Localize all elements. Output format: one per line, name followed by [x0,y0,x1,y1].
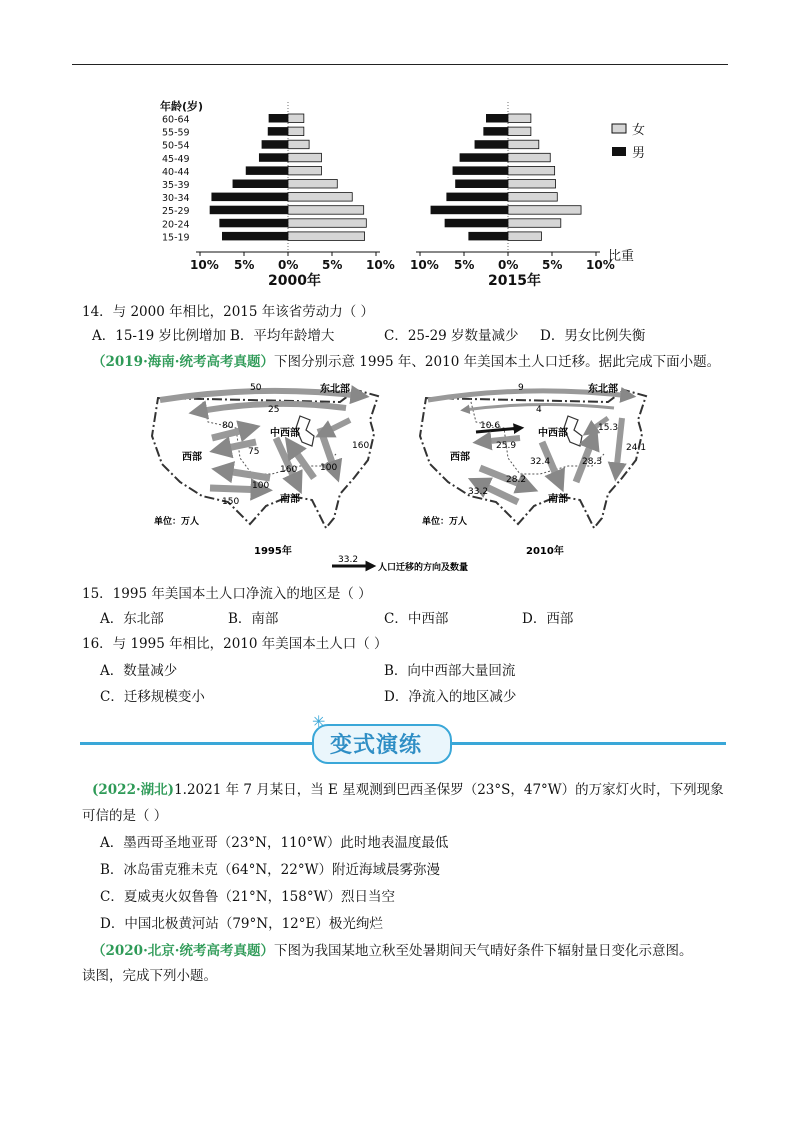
legend-female-swatch [612,124,626,133]
age-label-2: 50-54 [162,140,190,152]
map-2010-region-w: 西部 [450,452,470,463]
q15-stem: 15．1995 年美国本土人口净流入的地区是（ ） [82,586,372,602]
bar-1-male-1 [483,127,508,136]
map-2010-value-0: 9 [518,383,524,393]
q14-option-c[interactable]: C．25-29 岁数量减少 [384,328,519,344]
map-2010-value-8: 15.3 [598,423,619,433]
map-2010-value-4: 32.4 [530,457,551,467]
bar-0-female-2 [288,140,309,149]
age-label-8: 20-24 [162,219,190,231]
intro-2020-source: （2020·北京·统考高考真题） [92,943,274,959]
map-2010-region-mw: 中西部 [538,428,568,439]
age-label-6: 30-34 [162,193,190,205]
x-tick-label-0-0: 10% [190,258,219,272]
age-axis-title: 年龄(岁) [160,100,204,113]
q1-option-a[interactable]: A．墨西哥圣地亚哥（23°N，110°W）此时地表温度最低 [100,835,449,851]
bar-1-male-5 [455,180,508,189]
bar-1-female-8 [508,219,561,228]
q1-line1 [92,780,724,800]
map-2010-value-7: 28.3 [582,457,603,467]
q16-option-a[interactable]: A．数量减少 [100,663,178,679]
bar-0-female-4 [288,166,321,175]
bar-0-female-6 [288,193,352,202]
map-legend-label: 人口迁移的方向及数量 [378,563,469,573]
age-label-9: 15-19 [162,232,190,244]
map-1995-region-w: 西部 [182,452,202,463]
map-2010-value-9: 24.1 [626,443,647,453]
bar-0-female-5 [288,180,337,189]
q1-stem-line1: 1.2021 年 7 月某日，当 E 星观测到巴西圣保罗（23°S，47°W）的万家灯火时，下列现象 [174,782,724,798]
bar-1-male-8 [445,219,508,228]
bar-0-male-5 [233,180,288,189]
header-rule [72,64,728,65]
bar-1-female-3 [508,153,550,162]
bar-1-male-6 [446,193,508,202]
bar-0-male-9 [222,232,288,241]
year-label-0: 2000年 [268,273,321,289]
map-2010-year: 2010年 [526,546,564,557]
age-label-5: 35-39 [162,180,190,191]
bar-0-male-0 [269,114,288,123]
banner-line-right [448,742,726,745]
bar-1-female-9 [508,232,541,241]
map-2010 [420,382,646,557]
q15-option-b[interactable]: B．南部 [228,611,279,627]
bar-0-male-8 [219,219,288,228]
map-1995-value-2: 80 [222,421,234,431]
q14-stem: 14．与 2000 年相比，2015 年该省劳动力（ ） [82,304,375,320]
bar-1-male-7 [431,206,508,215]
age-label-7: 25-29 [162,206,190,218]
q14-option-b[interactable]: B．平均年龄增大 [230,328,335,344]
intro-2020-text-line2: 读图，完成下列小题。 [82,968,217,984]
bar-0-male-6 [211,193,288,202]
x-tick-label-1-1: 5% [454,258,475,272]
bar-0-female-7 [288,206,364,215]
q14-option-d[interactable]: D．男女比例失衡 [540,328,646,344]
map-1995-value-5: 100 [252,481,270,491]
sparkle-icon: ✳ [312,712,326,731]
q16-stem: 16．与 1995 年相比，2010 年美国本土人口（ ） [82,636,388,652]
bar-1-female-5 [508,180,556,189]
q15-option-d[interactable]: D．西部 [522,611,574,627]
bar-0-male-2 [262,140,288,149]
bar-1-female-0 [508,114,531,123]
bar-0-female-9 [288,232,365,241]
map-1995-value-6: 100 [320,463,338,473]
map-1995 [152,382,378,557]
bar-1-female-6 [508,193,557,202]
age-label-0: 60-64 [162,114,190,126]
arrow-1995-ne-mw [322,420,350,434]
banner-title: 变式演练 [330,733,423,758]
q16-option-c[interactable]: C．迁移规模变小 [100,689,205,705]
x-tick-label-0-4: 10% [366,258,395,272]
intro-2019-text: 下图分别示意 1995 年、2010 年美国本土人口迁移。据此完成下面小题。 [273,354,721,370]
map-2010-region-s: 南部 [548,494,568,505]
bar-0-male-1 [268,127,288,136]
bar-0-male-3 [259,153,288,162]
intro-2020-text-line1: 下图为我国某地立秋至处暑期间天气晴好条件下辐射量日变化示意图。 [273,943,693,959]
x-tick-label-1-3: 5% [542,258,563,272]
map-1995-value-7: 150 [222,497,240,507]
bar-1-male-3 [460,153,508,162]
map-legend-value: 33.2 [338,555,359,565]
us-migration-maps-figure [140,378,680,578]
x-tick-label-0-3: 5% [322,258,343,272]
map-1995-value-4: 160 [280,465,298,475]
bar-0-female-1 [288,127,304,136]
map-2010-unit: 单位：万人 [422,517,468,527]
arrow-1995-s-w [220,470,270,478]
map-1995-value-8: 160 [352,441,370,451]
map-2010-region-ne: 东北部 [588,384,618,395]
q1-option-d[interactable]: D．中国北极黄河站（79°N，12°E）极光绚烂 [100,916,383,932]
x-tick-label-1-2: 0% [498,258,519,272]
map-1995-region-s: 南部 [280,494,300,505]
bar-0-male-7 [210,206,288,215]
bar-1-female-4 [508,166,555,175]
x-tick-label-1-0: 10% [410,258,439,272]
q1-option-b[interactable]: B．冰岛雷克雅未克（64°N，22°W）附近海域晨雾弥漫 [100,862,440,878]
map-1995-year: 1995年 [254,546,292,557]
age-label-1: 55-59 [162,127,190,139]
map-2010-value-5: 28.2 [506,475,527,485]
bar-0-female-8 [288,219,366,228]
map-2010-value-2: 10.6 [480,421,501,431]
x-axis-unit: 比重 [608,249,635,264]
bar-1-female-1 [508,127,531,136]
q1-option-c[interactable]: C．夏威夷火奴鲁鲁（21°N，158°W）烈日当空 [100,889,395,905]
map-1995-unit: 单位：万人 [154,517,200,527]
q15-option-a[interactable]: A．东北部 [100,611,164,627]
age-label-4: 40-44 [162,166,190,178]
map-1995-region-ne: 东北部 [320,384,350,395]
intro-2019 [92,352,720,372]
map-2010-value-3: 25.9 [496,441,517,451]
map-1995-region-mw: 中西部 [270,428,300,439]
bar-0-male-4 [246,166,288,175]
bar-0-female-3 [288,153,321,162]
x-tick-label-1-4: 10% [586,258,615,272]
bar-1-male-4 [453,166,508,175]
bar-1-female-7 [508,206,581,215]
q1-stem-line2: 可信的是（ ） [82,808,168,824]
x-tick-label-0-1: 5% [234,258,255,272]
bar-1-male-2 [475,140,508,149]
q16-option-d[interactable]: D．净流入的地区减少 [384,689,517,705]
banner-line-left [80,742,312,745]
legend-male-label: 男 [632,146,646,161]
map-1995-value-0: 50 [250,383,262,393]
q14-option-a[interactable]: A．15-19 岁比例增加 [92,328,226,344]
map-1995-value-3: 75 [248,447,260,457]
x-tick-label-0-2: 0% [278,258,299,272]
legend-female-label: 女 [632,123,646,138]
bar-1-female-2 [508,140,539,149]
age-label-3: 45-49 [162,153,190,165]
legend-male-swatch [612,147,626,156]
map-2010-value-6: 33.2 [468,487,489,497]
q16-option-b[interactable]: B．向中西部大量回流 [384,663,516,679]
q1-source: (2022·湖北) [92,782,175,798]
bar-1-male-9 [468,232,508,241]
bar-0-female-0 [288,114,304,123]
map-2010-value-1: 4 [536,405,542,415]
year-label-1: 2015年 [488,273,541,289]
q15-option-c[interactable]: C．中西部 [384,611,449,627]
intro-2019-source: （2019·海南·统考高考真题） [92,354,274,370]
bar-1-male-0 [486,114,508,123]
map-1995-value-1: 25 [268,405,280,415]
intro-2020 [92,941,692,961]
population-pyramid-figure [150,96,650,296]
